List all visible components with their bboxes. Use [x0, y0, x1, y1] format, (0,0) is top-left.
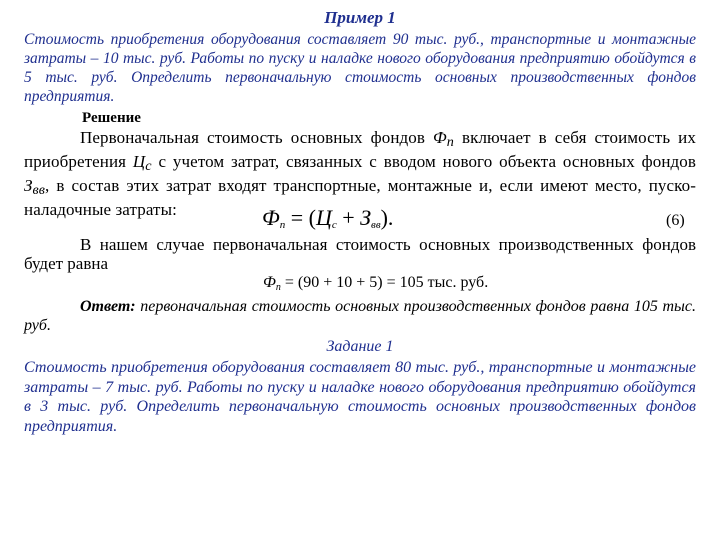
phi-subscript: п — [446, 134, 454, 150]
phi-symbol: Ф — [433, 128, 447, 147]
ts-subscript: с — [145, 158, 152, 174]
task-title: Задание 1 — [326, 338, 394, 355]
calculation — [263, 274, 488, 293]
solution-text-part4: , в состав этих затрат входят транспортные, монтажные и, если имеют место, пуско-наладочные затраты: — [24, 176, 696, 219]
solution-text-part3: с учетом затрат, связанных с вводом нового объекта основных фондов — [151, 152, 696, 171]
ts-symbol: Ц — [132, 152, 146, 171]
formula-b-sub: вв — [371, 219, 381, 231]
example-title: Пример 1 — [324, 8, 396, 27]
solution-text-part1: Первоначальная стоимость основных фондов — [80, 128, 433, 147]
formula-eq: = ( — [285, 205, 316, 230]
answer — [24, 297, 696, 335]
solution-text-part2: включает в себя стоимость их приобретения — [24, 128, 696, 171]
formula — [262, 205, 393, 231]
formula-lhs: Ф — [262, 205, 280, 230]
z-subscript: вв — [32, 182, 46, 198]
formula-lhs-sub: п — [279, 219, 286, 231]
case-text-content: В нашем случае первоначальная стоимость основных производственных фондов будет равна — [24, 235, 696, 273]
answer-text: первоначальная стоимость основных производственных фондов равна 105 тыс. руб. — [24, 298, 696, 334]
formula-a: Ц — [315, 205, 332, 230]
formula-plus: + — [336, 205, 361, 230]
formula-a-sub: с — [331, 219, 337, 231]
formula-number: (6) — [666, 212, 685, 229]
case-text — [24, 235, 696, 273]
calc-lhs-sub: п — [275, 282, 281, 293]
formula-b: З — [360, 205, 372, 230]
calc-lhs: Ф — [263, 274, 276, 291]
task-text: Стоимость приобретения оборудования составляет 80 тыс. руб., транспортные и монтажные затраты – 7 тыс. руб. Работы по пуску и наладке нового оборудования предприятию обойдутся в 3 тыс. руб. Определить первоначальную стоимость основных производственных фондов предприятия. — [24, 359, 696, 435]
solution-title: Решение — [82, 110, 141, 126]
calc-rhs: = (90 + 10 + 5) = 105 тыс. руб. — [280, 274, 489, 291]
example-text: Стоимость приобретения оборудования составляет 90 тыс. руб., транспортные и монтажные затраты – 10 тыс. руб. Работы по пуску и наладке нового оборудования предприятию обойдутся в 5 тыс. руб. Определить первоначальную стоимость основных производственных фондов предприятия. — [24, 31, 696, 105]
answer-label: Ответ: — [80, 298, 136, 315]
z-symbol: З — [24, 176, 33, 195]
formula-close: ). — [380, 205, 394, 230]
